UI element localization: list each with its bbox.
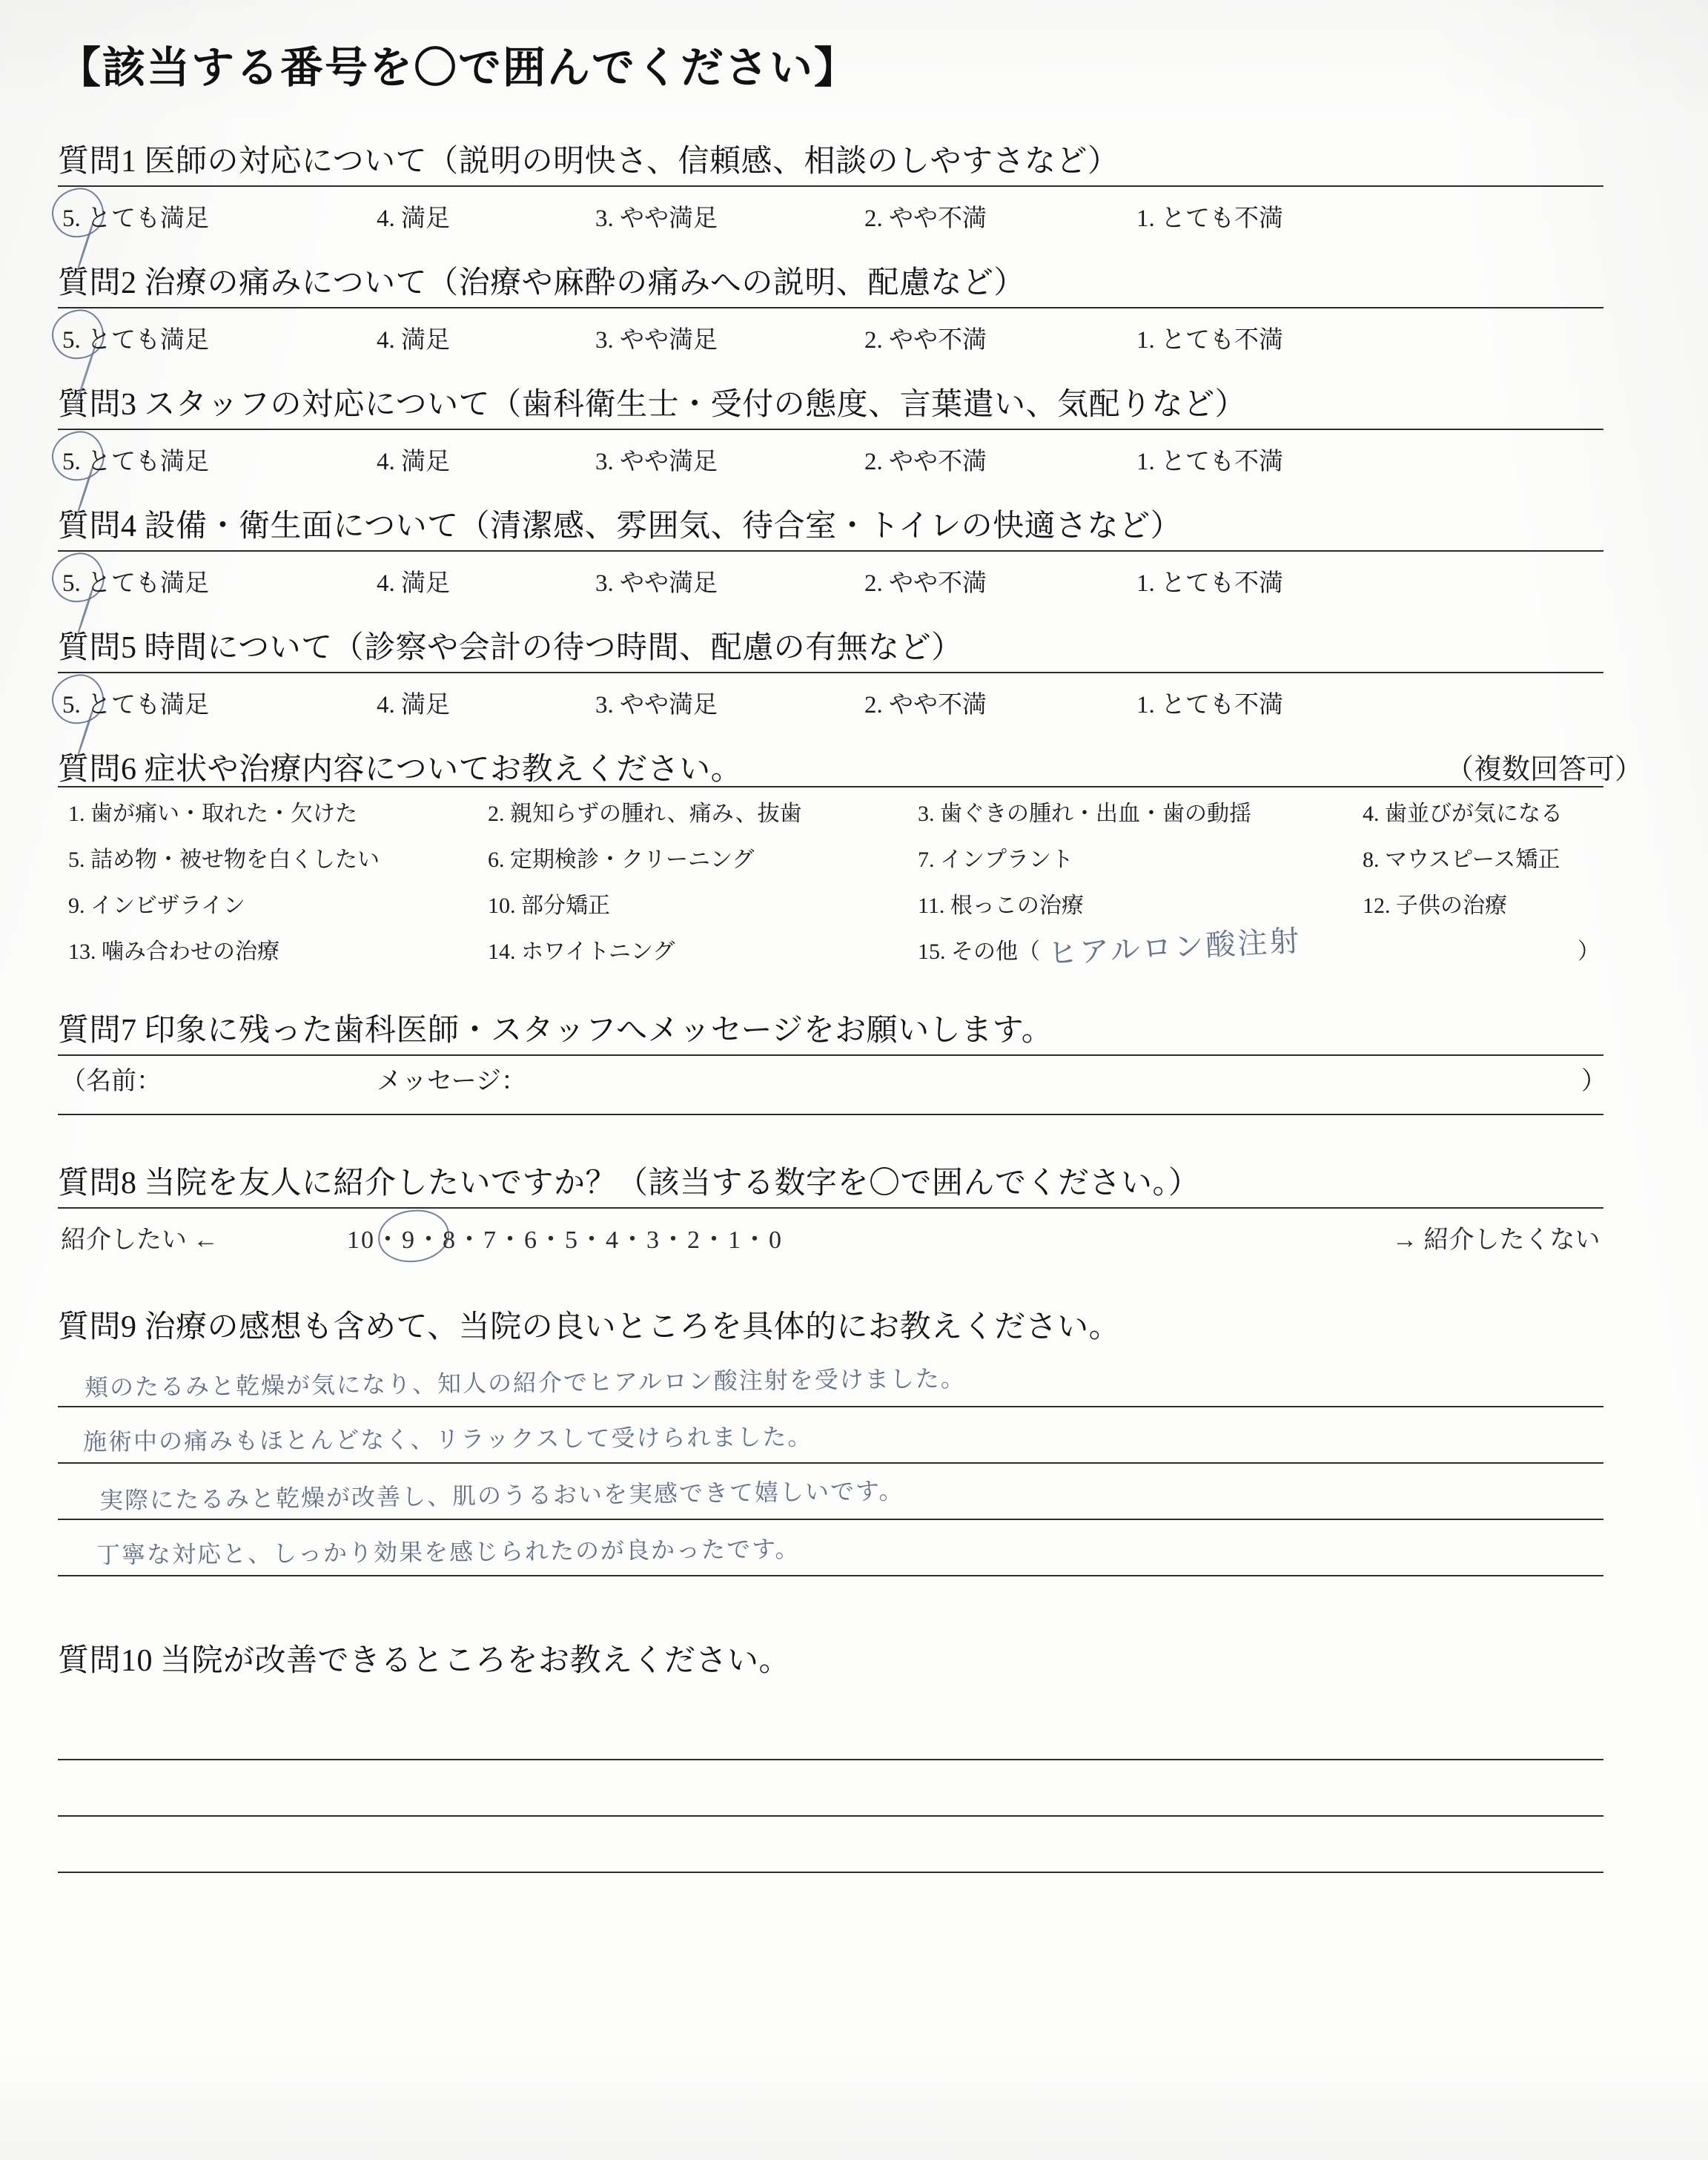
question-7-label: 質問7 xyxy=(58,1014,137,1048)
q6-option-15[interactable]: 15. その他（ xyxy=(918,939,1040,964)
option-5[interactable]: 5. とても満足 xyxy=(62,449,209,475)
question-9-text: 治療の感想も含めて、当院の良いところを具体的にお教えください。 xyxy=(144,1310,1121,1344)
name-field-label: （名前： xyxy=(61,1068,162,1095)
option-3[interactable]: 3. やや満足 xyxy=(595,449,718,475)
option-1[interactable]: 1. とても不満 xyxy=(1136,570,1283,597)
question-block-10 xyxy=(58,1636,1652,1873)
handwritten-answer-line-1: 頬のたるみと乾燥が気になり、知人の紹介でヒアルロン酸注射を受けました。 xyxy=(84,1364,966,1402)
q6-option-9[interactable]: 9. インビザライン xyxy=(68,894,246,918)
spacer xyxy=(58,1584,1652,1636)
question-1-label: 質問1 xyxy=(58,145,137,179)
option-4[interactable]: 4. 満足 xyxy=(377,449,450,475)
question-4-label: 質問4 xyxy=(58,509,137,544)
option-3[interactable]: 3. やや満足 xyxy=(595,327,718,354)
divider xyxy=(58,1114,1603,1115)
option-1[interactable]: 1. とても不満 xyxy=(1136,449,1283,475)
question-block-7 xyxy=(58,1005,1652,1115)
answer-line[interactable] xyxy=(58,1817,1603,1873)
question-5-scale xyxy=(58,673,1652,737)
option-4[interactable]: 4. 満足 xyxy=(377,327,450,354)
question-9-label: 質問9 xyxy=(58,1310,137,1344)
option-3[interactable]: 3. やや満足 xyxy=(595,692,718,719)
option-5[interactable]: 5. とても満足 xyxy=(62,327,209,354)
question-block-9 xyxy=(58,1302,1652,1576)
question-10-label: 質問10 xyxy=(58,1644,153,1678)
nps-left-label: 紹介したい ← xyxy=(61,1226,219,1254)
q6-option-3[interactable]: 3. 歯ぐきの腫れ・出血・歯の動揺 xyxy=(918,802,1251,826)
question-1-text: 医師の対応について（説明の明快さ、信頼感、相談のしやすさなど） xyxy=(144,145,1119,179)
question-4-scale xyxy=(58,552,1652,615)
spacer xyxy=(58,986,1652,1005)
option-2[interactable]: 2. やや不満 xyxy=(864,327,987,354)
option-row xyxy=(58,887,1652,933)
question-10-title xyxy=(58,1636,1652,1680)
question-8-title xyxy=(58,1158,1652,1203)
option-2[interactable]: 2. やや不満 xyxy=(864,570,987,597)
question-3-label: 質問3 xyxy=(58,388,137,422)
answer-line xyxy=(58,1407,1603,1464)
q6-option-4[interactable]: 4. 歯並びが気になる xyxy=(1363,802,1563,826)
question-10-text: 当院が改善できるところをお教えください。 xyxy=(160,1644,791,1678)
q6-option-5[interactable]: 5. 詰め物・被せ物を白くしたい xyxy=(68,848,380,872)
answer-line xyxy=(58,1351,1603,1407)
handwritten-answer-line-3: 実際にたるみと乾燥が改善し、肌のうるおいを実感できて嬉しいです。 xyxy=(99,1476,904,1515)
question-block-3 xyxy=(58,380,1652,494)
option-4[interactable]: 4. 満足 xyxy=(377,205,450,232)
q6-option-1[interactable]: 1. 歯が痛い・取れた・欠けた xyxy=(68,802,357,826)
question-7-title xyxy=(58,1005,1652,1050)
question-8-label: 質問8 xyxy=(58,1166,137,1200)
option-2[interactable]: 2. やや不満 xyxy=(864,449,987,475)
question-2-title xyxy=(58,258,1652,303)
q7-close-paren: ） xyxy=(1581,1068,1606,1095)
q6-option-14[interactable]: 14. ホワイトニング xyxy=(488,939,675,964)
question-2-text: 治療の痛みについて（治療や麻酔の痛みへの説明、配慮など） xyxy=(144,266,1025,300)
question-7-text: 印象に残った歯科医師・スタッフへメッセージをお願いします。 xyxy=(144,1014,1053,1048)
q6-option-11[interactable]: 11. 根っこの治療 xyxy=(918,894,1084,918)
question-6-text: 症状や治療内容についてお教えください。 xyxy=(144,753,743,787)
question-2-label: 質問2 xyxy=(58,266,137,300)
question-block-5 xyxy=(58,623,1652,737)
option-1[interactable]: 1. とても不満 xyxy=(1136,692,1283,719)
question-4-title xyxy=(58,501,1652,546)
answer-line xyxy=(58,1520,1603,1576)
question-6-label: 質問6 xyxy=(58,753,137,787)
q6-option-6[interactable]: 6. 定期検診・クリーニング xyxy=(488,848,755,872)
question-8-text: 当院を友人に紹介したいですか？（該当する数字を〇で囲んでください。） xyxy=(144,1166,1200,1200)
option-row xyxy=(58,924,1652,979)
question-5-title xyxy=(58,623,1652,667)
question-3-scale xyxy=(58,430,1652,494)
handwritten-other-answer: ヒアルロン酸注射 xyxy=(1047,924,1302,971)
q6-option-2[interactable]: 2. 親知らずの腫れ、痛み、抜歯 xyxy=(488,802,802,826)
q6-option-13[interactable]: 13. 噛み合わせの治療 xyxy=(68,939,279,964)
question-block-6 xyxy=(58,744,1652,979)
question-5-text: 時間について（診察や会計の待つ時間、配慮の有無など） xyxy=(144,631,963,665)
answer-line[interactable] xyxy=(58,1704,1603,1760)
message-field-label: メッセージ： xyxy=(377,1068,526,1095)
question-8-scale xyxy=(58,1209,1652,1275)
q6-other-close-paren: ） xyxy=(1578,939,1600,964)
question-6-options xyxy=(58,795,1652,979)
handwritten-answer-line-2: 施術中の痛みもほとんどなく、リラックスして受けられました。 xyxy=(82,1422,813,1456)
q6-option-12[interactable]: 12. 子供の治療 xyxy=(1363,894,1507,918)
question-6-note: （複数回答可） xyxy=(1445,754,1643,785)
question-5-label: 質問5 xyxy=(58,631,137,665)
question-3-text: スタッフの対応について（歯科衛生士・受付の態度、言葉遣い、気配りなど） xyxy=(144,388,1247,422)
question-7-answer-row xyxy=(58,1056,1652,1114)
question-block-1 xyxy=(58,136,1652,251)
q6-option-7[interactable]: 7. インプラント xyxy=(918,848,1073,872)
handwritten-answer-line-4: 丁寧な対応と、しっかり効果を感じられたのが良かったです。 xyxy=(96,1534,801,1570)
answer-line xyxy=(58,1464,1603,1520)
option-row xyxy=(58,841,1652,887)
question-block-2 xyxy=(58,258,1652,372)
question-2-scale xyxy=(58,308,1652,372)
question-block-4 xyxy=(58,501,1652,615)
question-block-8 xyxy=(58,1158,1652,1275)
page-title: 【該当する番号を〇で囲んでください】 xyxy=(58,44,859,92)
option-row xyxy=(58,795,1652,841)
q6-option-10[interactable]: 10. 部分矯正 xyxy=(488,894,610,918)
spacer xyxy=(58,1123,1652,1158)
option-2[interactable]: 2. やや不満 xyxy=(864,205,987,232)
nps-scale-values[interactable]: 10・9・8・7・6・5・4・3・2・1・0 xyxy=(347,1226,783,1254)
option-1[interactable]: 1. とても不満 xyxy=(1136,205,1283,232)
question-9-title xyxy=(58,1302,1652,1347)
option-4[interactable]: 4. 満足 xyxy=(377,570,450,597)
question-6-title xyxy=(58,744,1652,789)
question-4-text: 設備・衛生面について（清潔感、雰囲気、待合室・トイレの快適さなど） xyxy=(144,509,1182,544)
question-3-title xyxy=(58,380,1652,424)
question-9-answer-area[interactable] xyxy=(58,1351,1652,1576)
survey-sheet xyxy=(58,33,1652,1880)
spacer xyxy=(58,1283,1652,1302)
option-3[interactable]: 3. やや満足 xyxy=(595,570,718,597)
question-1-title xyxy=(58,136,1652,181)
option-5[interactable]: 5. とても満足 xyxy=(62,205,209,232)
option-5[interactable]: 5. とても満足 xyxy=(62,570,209,597)
answer-line[interactable] xyxy=(58,1760,1603,1817)
option-2[interactable]: 2. やや不満 xyxy=(864,692,987,719)
question-6-header xyxy=(58,744,1652,786)
option-1[interactable]: 1. とても不満 xyxy=(1136,327,1283,354)
question-1-scale xyxy=(58,187,1652,251)
spacer xyxy=(58,1685,1652,1704)
option-5[interactable]: 5. とても満足 xyxy=(62,692,209,719)
option-4[interactable]: 4. 満足 xyxy=(377,692,450,719)
option-3[interactable]: 3. やや満足 xyxy=(595,205,718,232)
nps-right-label: → 紹介したくない xyxy=(1392,1226,1601,1254)
q6-option-8[interactable]: 8. マウスピース矯正 xyxy=(1363,848,1560,872)
